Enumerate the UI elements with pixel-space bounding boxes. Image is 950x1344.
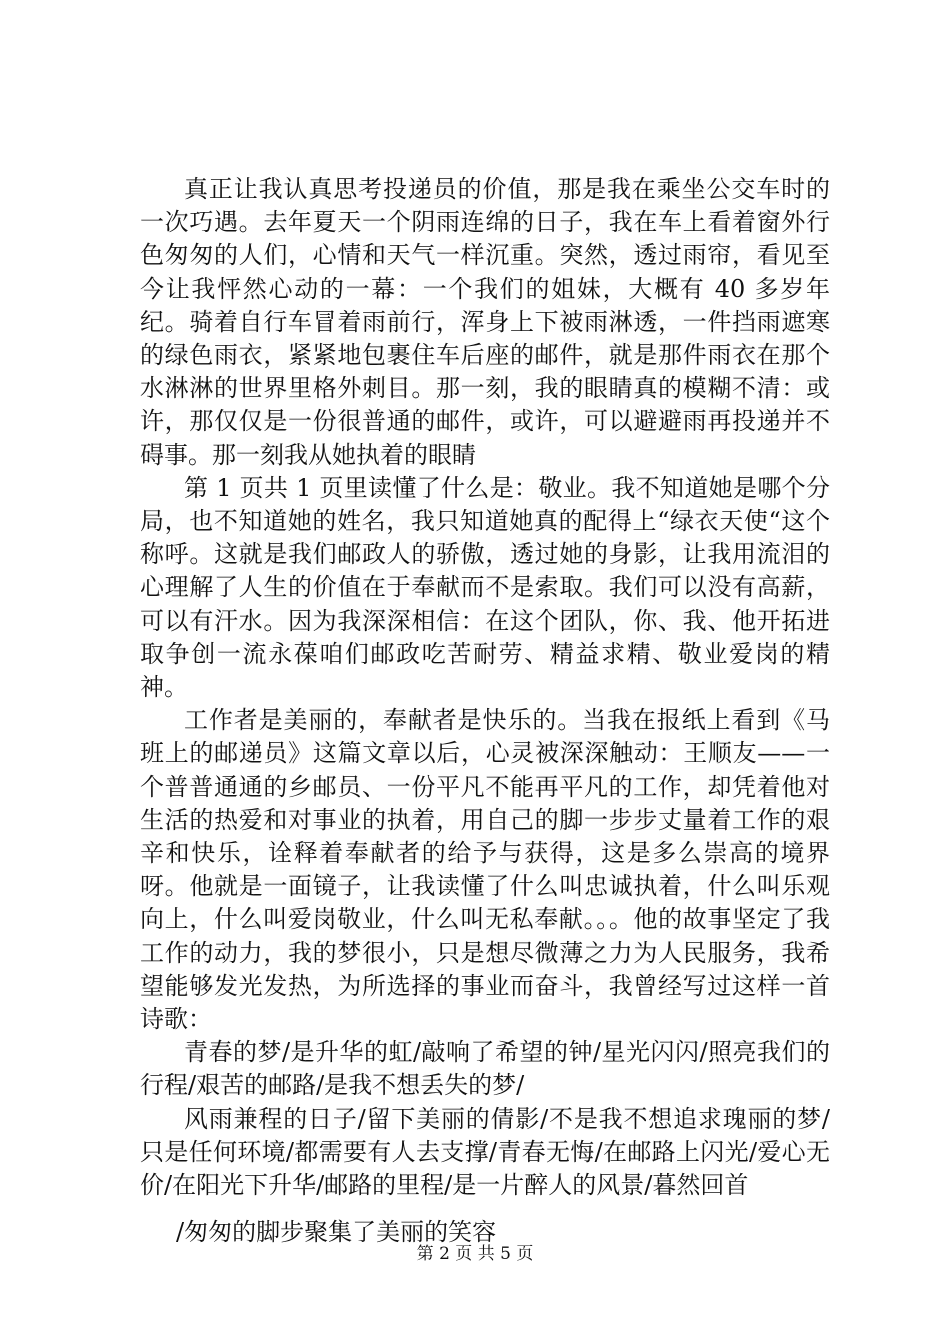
poem-stanza-1: 青春的梦/是升华的虹/敲响了希望的钟/星光闪闪/照亮我们的行程/艰苦的邮路/是我不想丢失的梦/ <box>140 1038 830 1100</box>
paragraph-bus-encounter: 真正让我认真思考投递员的价值，那是我在乘坐公交车时的一次巧遇。去年夏天一个阴雨连绵的日子，我在车上看着窗外行色匆匆的人们，心情和天气一样沉重。突然，透过雨帘，看见至今让我怦然心动的一幕：一个我们的姐妹，大概有 40 多岁年纪。骑着自行车冒着雨前行，浑身上下被雨淋透，一件挡雨遮寒的绿色雨衣，紧紧地包裹住车后座的邮件，就是那件雨衣在那个水淋淋的世界里格外刺目。那一刻，我的眼睛真的模糊不清：或许，那仅仅是一份很普通的邮件，或许，可以避避雨再投递并不碍事。那一刻我从她执着的眼睛 <box>140 175 830 469</box>
paragraph-dedication: 第 1 页共 1 页里读懂了什么是：敬业。我不知道她是哪个分局，也不知道她的姓名，我只知道她真的配得上“绿衣天使“这个称呼。这就是我们邮政人的骄傲，透过她的身影，让我用流泪的心理解了人生的价值在于奉献而不是索取。我们可以没有高薪，可以有汗水。因为我深深相信：在这个团队，你、我、他开拓进取争创一流永葆咱们邮政吃苦耐劳、精益求精、敬业爱岗的精神。 <box>140 473 830 702</box>
poem-stanza-2: 风雨兼程的日子/留下美丽的倩影/不是我不想追求瑰丽的梦/只是任何环境/都需要有人去支撑/青春无悔/在邮路上闪光/爱心无价/在阳光下升华/邮路的里程/是一片醉人的风景/暮然回首 <box>140 1104 830 1200</box>
poem-stanza-3: /匆匆的脚步聚集了美丽的笑容 <box>176 1218 497 1247</box>
document-body <box>140 173 830 1250</box>
page-number-footer: 第 2 页 共 5 页 <box>416 1244 534 1264</box>
paragraph-postman-story: 工作者是美丽的，奉献者是快乐的。当我在报纸上看到《马班上的邮递员》这篇文章以后，心灵被深深触动：王顺友——一个普普通通的乡邮员、一份平凡不能再平凡的工作，却凭着他对生活的热爱和对事业的执着，用自己的脚一步步丈量着工作的艰辛和快乐，诠释着奉献者的给予与获得，这是多么崇高的境界呀。他就是一面镜子，让我读懂了什么叫忠诚执着，什么叫乐观向上，什么叫爱岗敬业，什么叫无私奉献。。。他的故事坚定了我工作的动力，我的梦很小，只是想尽微薄之力为人民服务，我希望能够发光发热，为所选择的事业而奋斗，我曾经写过这样一首诗歌： <box>140 706 830 1034</box>
